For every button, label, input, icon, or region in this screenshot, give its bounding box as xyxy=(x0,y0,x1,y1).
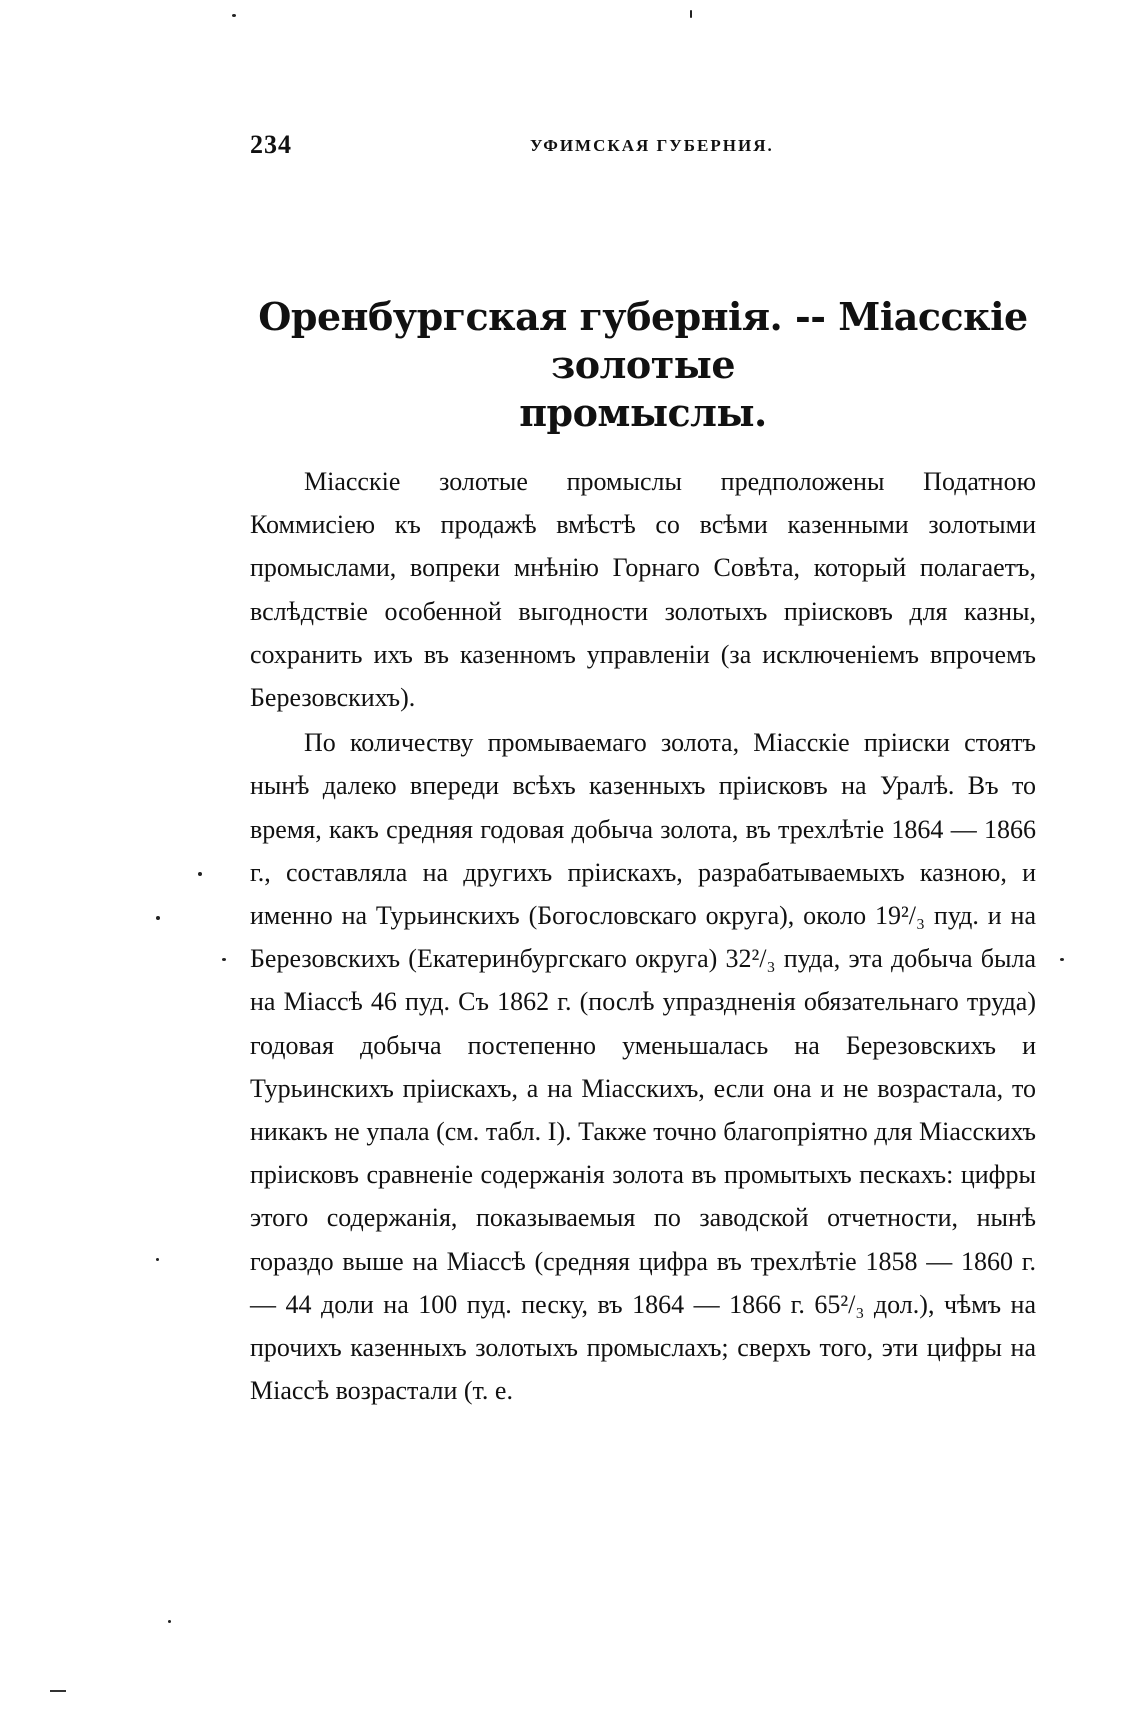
scan-speck xyxy=(168,1620,171,1623)
running-head xyxy=(250,130,1030,170)
scan-speck xyxy=(1060,958,1064,961)
running-title: УФИМСКАЯ ГУБЕРНИЯ. xyxy=(530,136,774,155)
chapter-title-line-1: Оренбургская губернія. -- Міасскіе золотые xyxy=(258,294,1028,388)
chapter-title xyxy=(248,293,1038,437)
scan-speck xyxy=(156,1258,159,1261)
scan-speck xyxy=(690,10,692,18)
scan-speck xyxy=(198,872,202,876)
scan-speck xyxy=(232,14,236,17)
body-text xyxy=(250,460,1036,1412)
page-number: 234 xyxy=(250,130,292,159)
paragraph-1: Міасскіе золотые промыслы предположены Податною Коммисіею къ продажѣ вмѣстѣ со всѣми казенными золотыми промыслами, вопреки мнѣнію Горнаго Совѣта, который полагаетъ, вслѣдствіе особенной выгодности золотыхъ пріисковъ для казны, сохранить ихъ въ казенномъ управленіи (за исключеніемъ впрочемъ Березовскихъ). xyxy=(250,467,1036,713)
scan-mark xyxy=(50,1690,66,1692)
scan-speck xyxy=(222,958,226,961)
scan-speck xyxy=(156,916,160,920)
chapter-title-line-2: промыслы. xyxy=(519,390,767,436)
paragraph-2: По количеству промываемаго золота, Міасскіе пріиски стоятъ нынѣ далеко впереди всѣхъ казенныхъ пріисковъ на Уралѣ. Въ то время, какъ средняя годовая добыча золота, въ трехлѣтіе 1864 — 1866 г., составляла на другихъ пріискахъ, разрабатываемыхъ казною, и именно на Турьинскихъ (Богословскаго округа), около 19²/₃ пуд. и на Березовскихъ (Екатеринбургскаго округа) 32²/₃ пуда, эта добыча была на Міассѣ 46 пуд. Съ 1862 г. (послѣ упраздненія обязательнаго труда) годовая добыча постепенно уменьшалась на Березовскихъ и Турьинскихъ пріискахъ, а на Міасскихъ, если она и не возрастала, то никакъ не упала (см. табл. I). Также точно благопріятно для Міасскихъ пріисковъ сравненіе содержанія золота въ промытыхъ пескахъ: цифры этого содержанія, показываемыя по заводской отчетности, нынѣ гораздо выше на Міассѣ (средняя цифра въ трехлѣтіе 1858 — 1860 г. — 44 доли на 100 пуд. песку, въ 1864 — 1866 г. 65²/₃ дол.), чѣмъ на прочихъ казенныхъ золотыхъ промыслахъ; сверхъ того, эти цифры на Міассѣ возрастали (т. е. xyxy=(250,728,1036,1406)
